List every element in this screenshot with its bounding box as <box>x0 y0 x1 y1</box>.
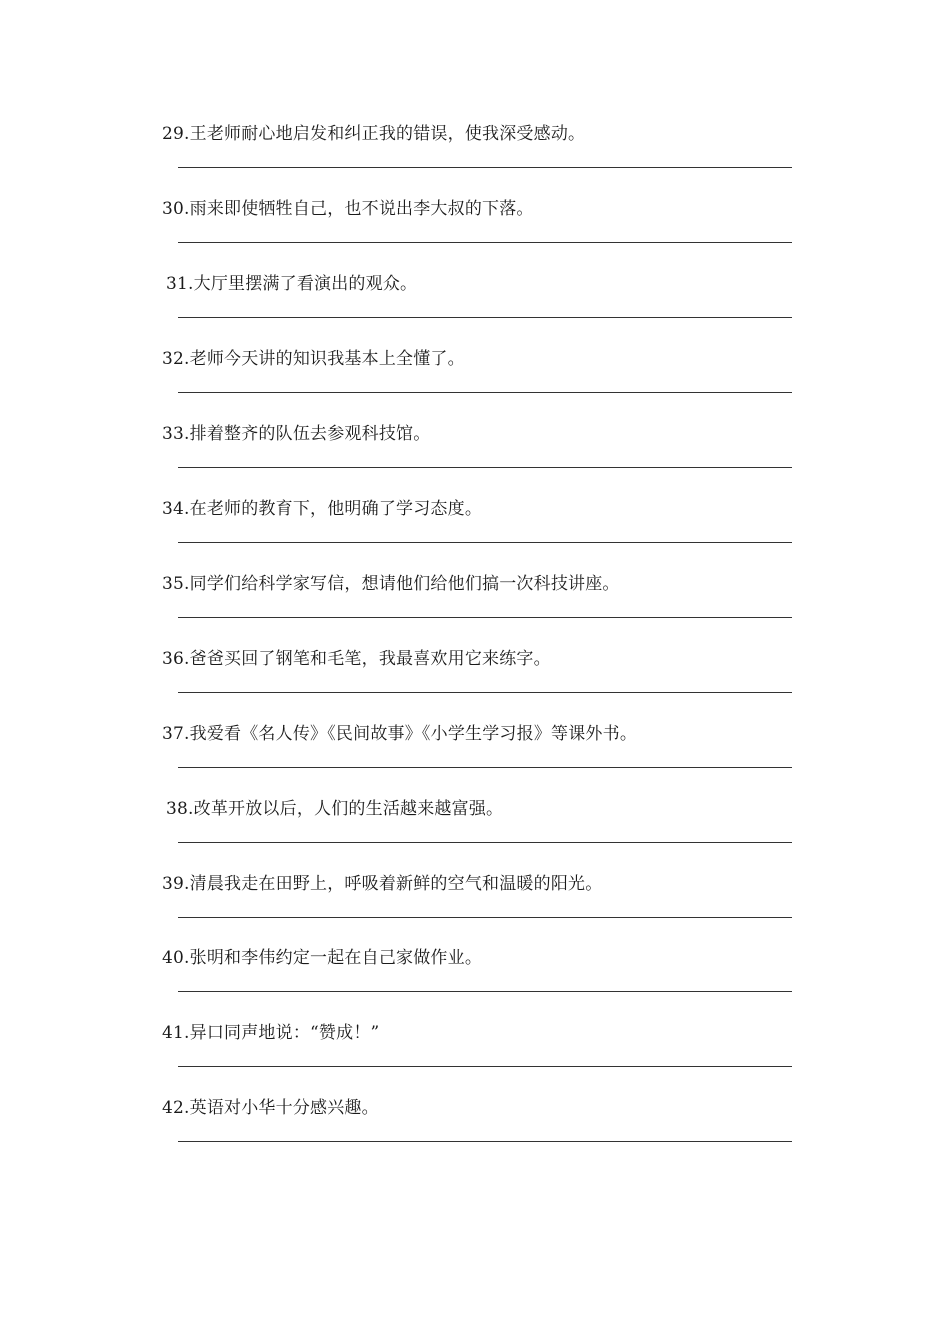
answer-line[interactable] <box>178 467 792 468</box>
answer-line[interactable] <box>178 617 792 618</box>
question-text: 41.异口同声地说：“赞成！” <box>162 1023 380 1043</box>
question-item <box>0 423 950 498</box>
answer-line[interactable] <box>178 767 792 768</box>
answer-line[interactable] <box>178 842 792 843</box>
question-text: 32.老师今天讲的知识我基本上全懂了。 <box>162 349 465 369</box>
question-item <box>0 498 950 573</box>
question-text: 42.英语对小华十分感兴趣。 <box>162 1098 379 1118</box>
question-item <box>0 123 950 198</box>
answer-line[interactable] <box>178 392 792 393</box>
question-text: 37.我爱看《名人传》《民间故事》《小学生学习报》等课外书。 <box>162 724 638 744</box>
question-item <box>0 798 950 873</box>
answer-line[interactable] <box>178 167 792 168</box>
question-text: 39.清晨我走在田野上，呼吸着新鲜的空气和温暖的阳光。 <box>162 874 603 894</box>
answer-line[interactable] <box>178 542 792 543</box>
answer-line[interactable] <box>178 991 792 992</box>
question-item <box>0 348 950 423</box>
answer-line[interactable] <box>178 692 792 693</box>
question-text: 35.同学们给科学家写信，想请他们给他们搞一次科技讲座。 <box>162 574 620 594</box>
question-item <box>0 198 950 273</box>
question-item <box>0 947 950 1022</box>
question-item <box>0 573 950 648</box>
question-text: 34.在老师的教育下，他明确了学习态度。 <box>162 499 483 519</box>
question-text: 29.王老师耐心地启发和纠正我的错误，使我深受感动。 <box>162 124 586 144</box>
question-text: 30.雨来即使牺牲自己，也不说出李大叔的下落。 <box>162 199 534 219</box>
question-item <box>0 273 950 348</box>
answer-line[interactable] <box>178 242 792 243</box>
question-text: 33.排着整齐的队伍去参观科技馆。 <box>162 424 431 444</box>
question-item <box>0 873 950 948</box>
question-item <box>0 723 950 798</box>
answer-line[interactable] <box>178 1066 792 1067</box>
question-text: 38.改革开放以后，人们的生活越来越富强。 <box>166 799 504 819</box>
question-item <box>0 1022 950 1097</box>
question-text: 36.爸爸买回了钢笔和毛笔，我最喜欢用它来练字。 <box>162 649 551 669</box>
question-text: 40.张明和李伟约定一起在自己家做作业。 <box>162 948 483 968</box>
answer-line[interactable] <box>178 917 792 918</box>
question-item <box>0 648 950 723</box>
question-text: 31.大厅里摆满了看演出的观众。 <box>166 274 418 294</box>
answer-line[interactable] <box>178 1141 792 1142</box>
answer-line[interactable] <box>178 317 792 318</box>
question-item <box>0 1097 950 1172</box>
